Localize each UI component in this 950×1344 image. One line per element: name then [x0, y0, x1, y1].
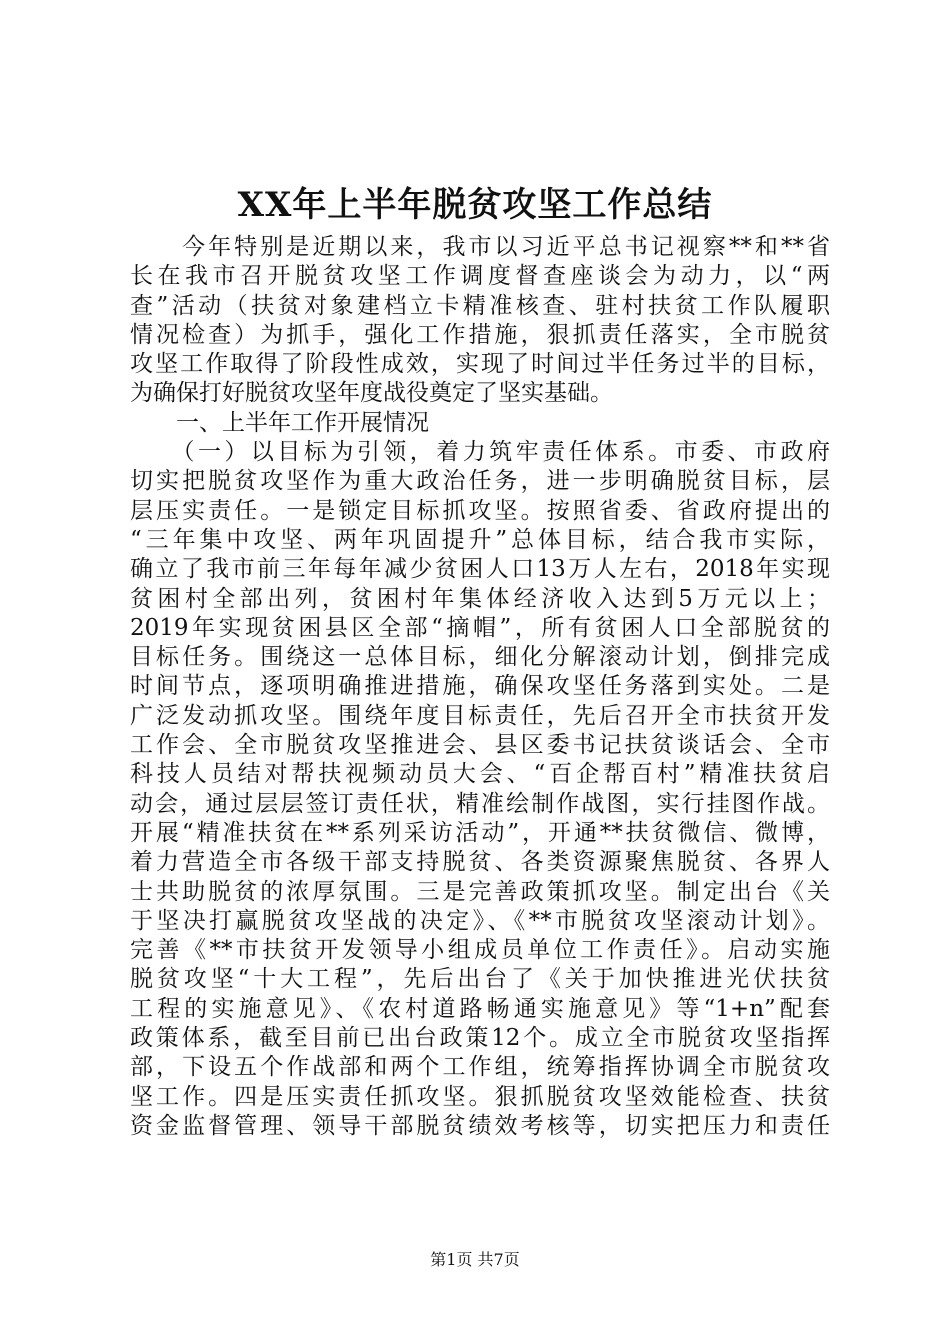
body-line: 开展“精准扶贫在**系列采访活动”，开通**扶贫微信、微博， — [130, 819, 830, 846]
body-line: 工程的实施意见》、《农村道路畅通实施意见》等“1+n”配套 — [130, 995, 830, 1022]
body-line: 坚工作。四是压实责任抓攻坚。狠抓脱贫攻坚效能检查、扶贫 — [130, 1083, 830, 1110]
body-line: （一）以目标为引领，着力筑牢责任体系。市委、市政府 — [130, 439, 830, 466]
body-line: 工作会、全市脱贫攻坚推进会、县区委书记扶贫谈话会、全市 — [130, 732, 830, 759]
body-line: 着力营造全市各级干部支持脱贫、各类资源聚焦脱贫、各界人 — [130, 849, 830, 876]
body-line: 部，下设五个作战部和两个工作组，统筹指挥协调全市脱贫攻 — [130, 1054, 830, 1081]
body-line: 情况检查）为抓手，强化工作措施，狠抓责任落实，全市脱贫 — [130, 321, 830, 348]
body-line: 科技人员结对帮扶视频动员大会、“百企帮百村”精准扶贫启 — [130, 761, 830, 788]
body-line: 目标任务。围绕这一总体目标，细化分解滚动计划，倒排完成 — [130, 644, 830, 671]
body-line: 完善《**市扶贫开发领导小组成员单位工作责任》。启动实施 — [130, 937, 830, 964]
body-line: 攻坚工作取得了阶段性成效，实现了时间过半任务过半的目标， — [130, 351, 830, 378]
body-line: 层压实责任。一是锁定目标抓攻坚。按照省委、省政府提出的 — [130, 497, 830, 524]
body-line: 为确保打好脱贫攻坚年度战役奠定了坚实基础。 — [130, 380, 613, 407]
body-line: 动会，通过层层签订责任状，精准绘制作战图，实行挂图作战。 — [130, 790, 830, 817]
body-line: 脱贫攻坚“十大工程”，先后出台了《关于加快推进光伏扶贫 — [130, 966, 830, 993]
body-line: 士共助脱贫的浓厚氛围。三是完善政策抓攻坚。制定出台《关 — [130, 878, 830, 905]
body-line: 切实把脱贫攻坚作为重大政治任务，进一步明确脱贫目标，层 — [130, 468, 830, 495]
body-line: 确立了我市前三年每年减少贫困人口13万人左右，2018年实现 — [130, 556, 830, 583]
body-line: 贫困村全部出列，贫困村年集体经济收入达到5万元以上； — [130, 585, 830, 612]
page-footer: 第1页 共7页 — [430, 1250, 520, 1269]
document-title: XX年上半年脱贫攻坚工作总结 — [237, 185, 713, 225]
body-line: 政策体系，截至目前已出台政策12个。成立全市脱贫攻坚指挥 — [130, 1025, 830, 1052]
body-line: 今年特别是近期以来，我市以习近平总书记视察**和**省 — [130, 234, 830, 260]
body-line: 于坚决打赢脱贫攻坚战的决定》、《**市脱贫攻坚滚动计划》。 — [130, 907, 830, 934]
section-heading: 一、上半年工作开展情况 — [130, 409, 429, 436]
body-line: 广泛发动抓攻坚。围绕年度目标责任，先后召开全市扶贫开发 — [130, 702, 830, 729]
body-line: 查”活动（扶贫对象建档立卡精准核查、驻村扶贫工作队履职 — [130, 292, 830, 319]
body-line: 资金监督管理、领导干部脱贫绩效考核等，切实把压力和责任 — [130, 1112, 830, 1139]
body-line: 2019年实现贫困县区全部“摘帽”，所有贫困人口全部脱贫的 — [130, 614, 830, 641]
body-line: “三年集中攻坚、两年巩固提升”总体目标，结合我市实际， — [130, 526, 830, 553]
document-body — [130, 233, 830, 1141]
body-line: 长在我市召开脱贫攻坚工作调度督查座谈会为动力，以“两 — [130, 263, 830, 290]
body-line: 时间节点，逐项明确推进措施，确保攻坚任务落到实处。二是 — [130, 673, 830, 700]
